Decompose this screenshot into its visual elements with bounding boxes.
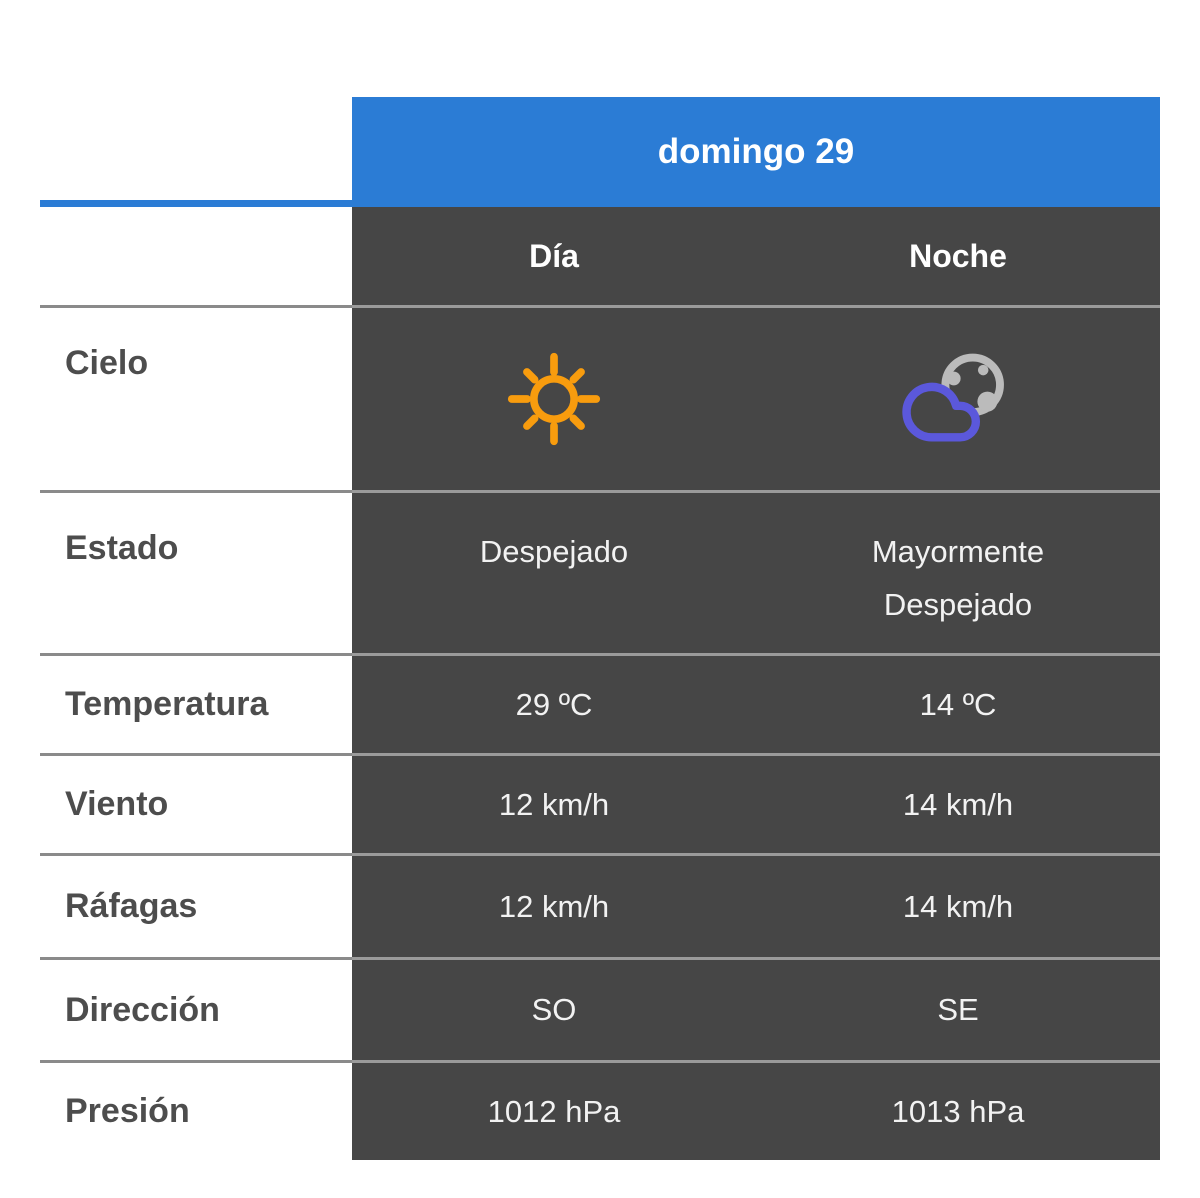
row-label-temperatura: Temperatura xyxy=(40,653,352,753)
subheader-spacer xyxy=(40,207,352,305)
row-label-presion: Presión xyxy=(40,1060,352,1160)
row-label-rafagas: Ráfagas xyxy=(40,853,352,957)
sun-icon xyxy=(506,351,602,447)
label-column-header-spacer xyxy=(40,97,352,207)
viento-day-value: 12 km/h xyxy=(352,753,756,853)
sky-night-cell xyxy=(756,305,1160,490)
estado-night-value: Mayormente Despejado xyxy=(756,490,1160,653)
column-header-night: Noche xyxy=(756,207,1160,305)
viento-night-value: 14 km/h xyxy=(756,753,1160,853)
forecast-table xyxy=(40,97,1160,1160)
row-label-cielo: Cielo xyxy=(40,305,352,490)
rafagas-night-value: 14 km/h xyxy=(756,853,1160,957)
row-label-estado: Estado xyxy=(40,490,352,653)
moon-behind-cloud-icon xyxy=(899,347,1017,452)
sky-day-cell xyxy=(352,305,756,490)
row-label-direccion: Dirección xyxy=(40,957,352,1060)
temperatura-night-value: 14 ºC xyxy=(756,653,1160,753)
row-label-viento: Viento xyxy=(40,753,352,853)
direccion-day-value: SO xyxy=(352,957,756,1060)
temperatura-day-value: 29 ºC xyxy=(352,653,756,753)
presion-day-value: 1012 hPa xyxy=(352,1060,756,1160)
direccion-night-value: SE xyxy=(756,957,1160,1060)
presion-night-value: 1013 hPa xyxy=(756,1060,1160,1160)
date-header: domingo 29 xyxy=(352,97,1160,207)
column-header-day: Día xyxy=(352,207,756,305)
rafagas-day-value: 12 km/h xyxy=(352,853,756,957)
estado-day-value: Despejado xyxy=(352,490,756,653)
